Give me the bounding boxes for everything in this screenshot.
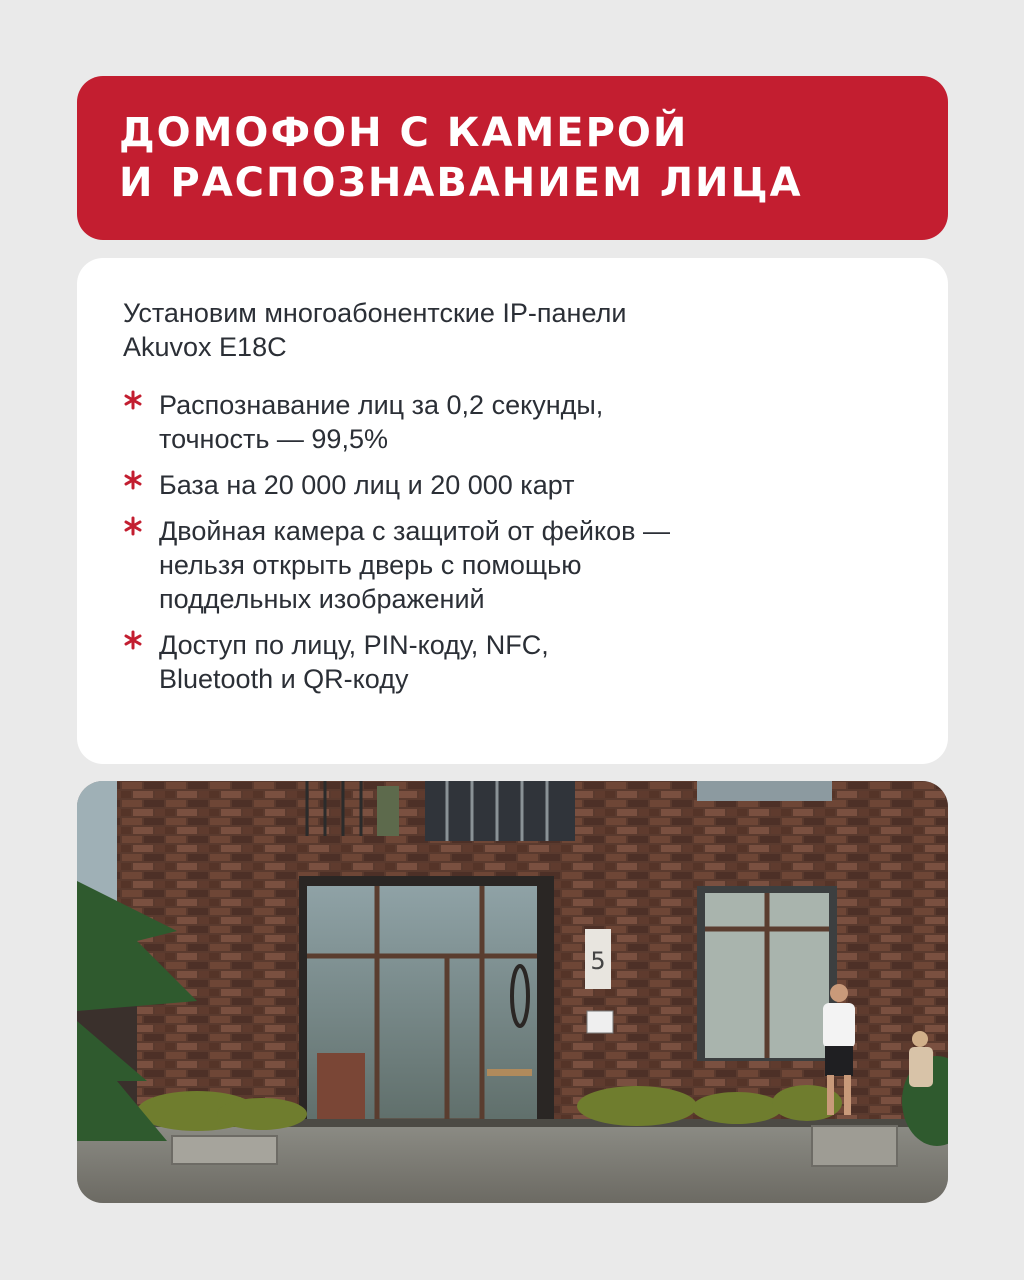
- bullet-2-line-1: База на 20 000 лиц и 20 000 карт: [159, 470, 575, 500]
- asterisk-icon: [123, 468, 159, 495]
- bullet-4-line-2: Bluetooth и QR-коду: [159, 664, 409, 694]
- entrance-illustration: [77, 781, 948, 1203]
- title-line-1: ДОМОФОН С КАМЕРОЙ: [119, 110, 689, 156]
- bullet-3-line-2: нельзя открыть дверь с помощью: [159, 550, 582, 580]
- bullet-3-line-3: поддельных изображений: [159, 584, 485, 614]
- list-item: [123, 628, 908, 696]
- asterisk-icon: [123, 514, 159, 541]
- features-card: [77, 258, 948, 764]
- intro-line-2: Akuvox E18C: [123, 332, 287, 362]
- asterisk-icon: [123, 628, 159, 655]
- bullet-3-line-1: Двойная камера с защитой от фейков —: [159, 516, 670, 546]
- list-item: [123, 388, 908, 456]
- title-line-2: И РАСПОЗНАВАНИЕМ ЛИЦА: [119, 160, 803, 206]
- header-banner: [77, 76, 948, 240]
- intro-text: [123, 296, 908, 364]
- building-entrance-photo: [77, 781, 948, 1203]
- bullet-1-line-1: Распознавание лиц за 0,2 секунды,: [159, 390, 604, 420]
- list-item: [123, 514, 908, 616]
- building-number: 5: [590, 947, 606, 975]
- intro-line-1: Установим многоабонентские IP-панели: [123, 298, 627, 328]
- list-item: [123, 468, 908, 502]
- bullet-4-line-1: Доступ по лицу, PIN-коду, NFC,: [159, 630, 549, 660]
- feature-list: [123, 388, 908, 696]
- asterisk-icon: [123, 388, 159, 415]
- bullet-1-line-2: точность — 99,5%: [159, 424, 388, 454]
